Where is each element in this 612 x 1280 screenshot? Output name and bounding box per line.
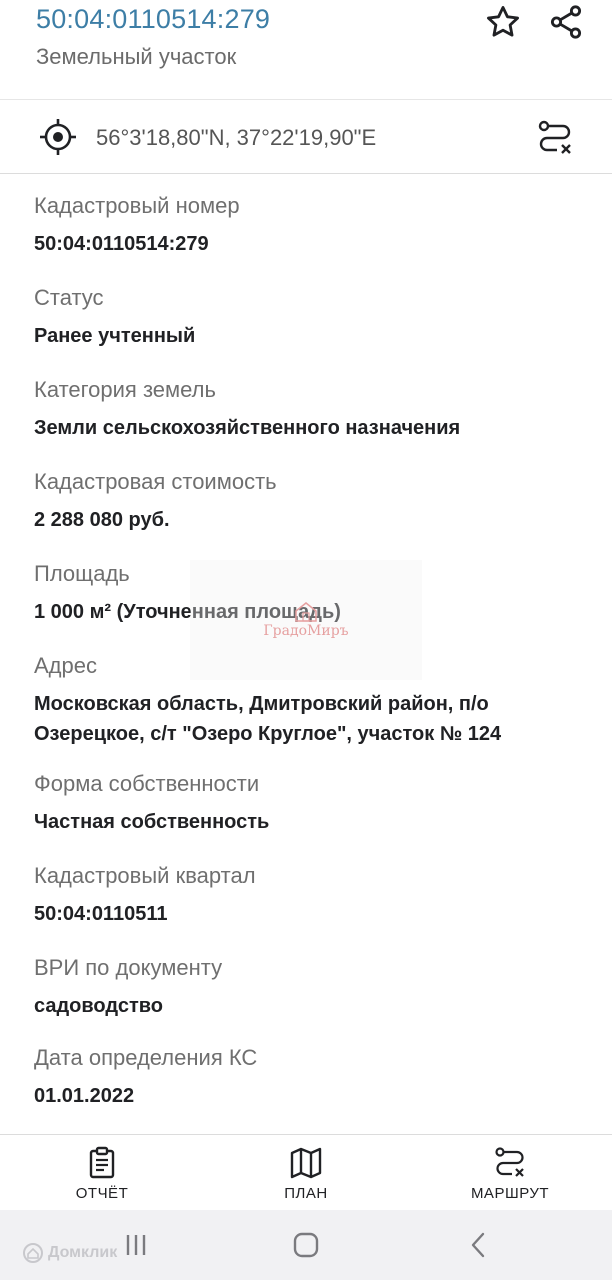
header <box>0 0 612 100</box>
field-value-line1: Московская область, Дмитровский район, п/о <box>34 693 489 715</box>
field-label: Кадастровая стоимость <box>34 469 277 494</box>
field-valuation-date <box>34 1044 594 1110</box>
field-label: Форма собственности <box>34 771 260 796</box>
field-label: Статус <box>34 285 104 310</box>
nav-route-button[interactable] <box>440 1135 580 1211</box>
nav-report-label: ОТЧЁТ <box>75 1185 129 1202</box>
home-button[interactable] <box>286 1228 326 1262</box>
nav-report-button[interactable] <box>32 1135 172 1211</box>
coordinates-bar <box>0 101 612 174</box>
system-navigation-bar <box>0 1210 612 1280</box>
bottom-navigation <box>0 1134 612 1210</box>
recent-apps-button[interactable] <box>116 1228 156 1262</box>
field-value: Земли сельскохозяйственного назначения <box>34 417 461 439</box>
field-value: Частная собственность <box>34 811 270 833</box>
star-icon <box>484 3 522 41</box>
watermark-text: ГрадоМиръ <box>263 623 349 639</box>
home-icon <box>292 1231 320 1259</box>
nav-plan-button[interactable] <box>236 1135 376 1211</box>
domclick-logo-icon <box>22 1242 44 1264</box>
field-value: 2 288 080 руб. <box>34 509 170 531</box>
domclick-watermark-text: Домклик <box>48 1244 118 1261</box>
favorite-button[interactable] <box>483 2 523 42</box>
field-ownership-form <box>34 770 594 836</box>
field-label: Кадастровый квартал <box>34 863 256 888</box>
field-value: 1 000 м² (Уточненная площадь) <box>34 601 341 623</box>
location-target-icon[interactable] <box>38 117 78 157</box>
share-button[interactable] <box>546 2 586 42</box>
route-icon[interactable] <box>535 118 575 158</box>
map-icon <box>288 1145 324 1181</box>
house-logo-icon <box>294 601 318 623</box>
field-value: Ранее учтенный <box>34 325 196 347</box>
field-value-line2: Озерецкое, с/т "Озеро Круглое", участок № 124 <box>34 723 502 745</box>
field-label: Площадь <box>34 561 130 586</box>
field-value: садоводство <box>34 995 163 1017</box>
share-icon <box>547 3 585 41</box>
field-permitted-use <box>34 954 594 1020</box>
nav-route-label: МАРШРУТ <box>470 1185 550 1202</box>
route-icon <box>492 1145 528 1181</box>
object-type-subtitle: Земельный участок <box>36 44 237 69</box>
field-label: Адрес <box>34 653 97 678</box>
cadastral-number-title: 50:04:0110514:279 <box>36 4 271 34</box>
field-label: Категория земель <box>34 377 216 402</box>
field-label: Дата определения КС <box>34 1045 258 1070</box>
watermark-logo <box>190 560 422 680</box>
clipboard-icon <box>84 1145 120 1181</box>
field-label: Кадастровый номер <box>34 193 240 218</box>
recent-apps-icon <box>122 1232 150 1258</box>
nav-plan-label: ПЛАН <box>284 1185 328 1202</box>
field-value: 50:04:0110514:279 <box>34 233 209 255</box>
field-land-category <box>34 376 594 442</box>
field-cadastral-quarter <box>34 862 594 928</box>
field-cadastral-value <box>34 468 594 534</box>
field-status <box>34 284 594 350</box>
field-value: 50:04:0110511 <box>34 903 168 925</box>
domclick-watermark <box>22 1242 117 1264</box>
field-value: 01.01.2022 <box>34 1085 135 1107</box>
field-cadastral-number <box>34 192 594 258</box>
back-icon <box>466 1231 490 1259</box>
coordinates-text: 56°3'18,80"N, 37°22'19,90"E <box>96 125 377 150</box>
back-button[interactable] <box>458 1228 498 1262</box>
field-label: ВРИ по документу <box>34 955 223 980</box>
